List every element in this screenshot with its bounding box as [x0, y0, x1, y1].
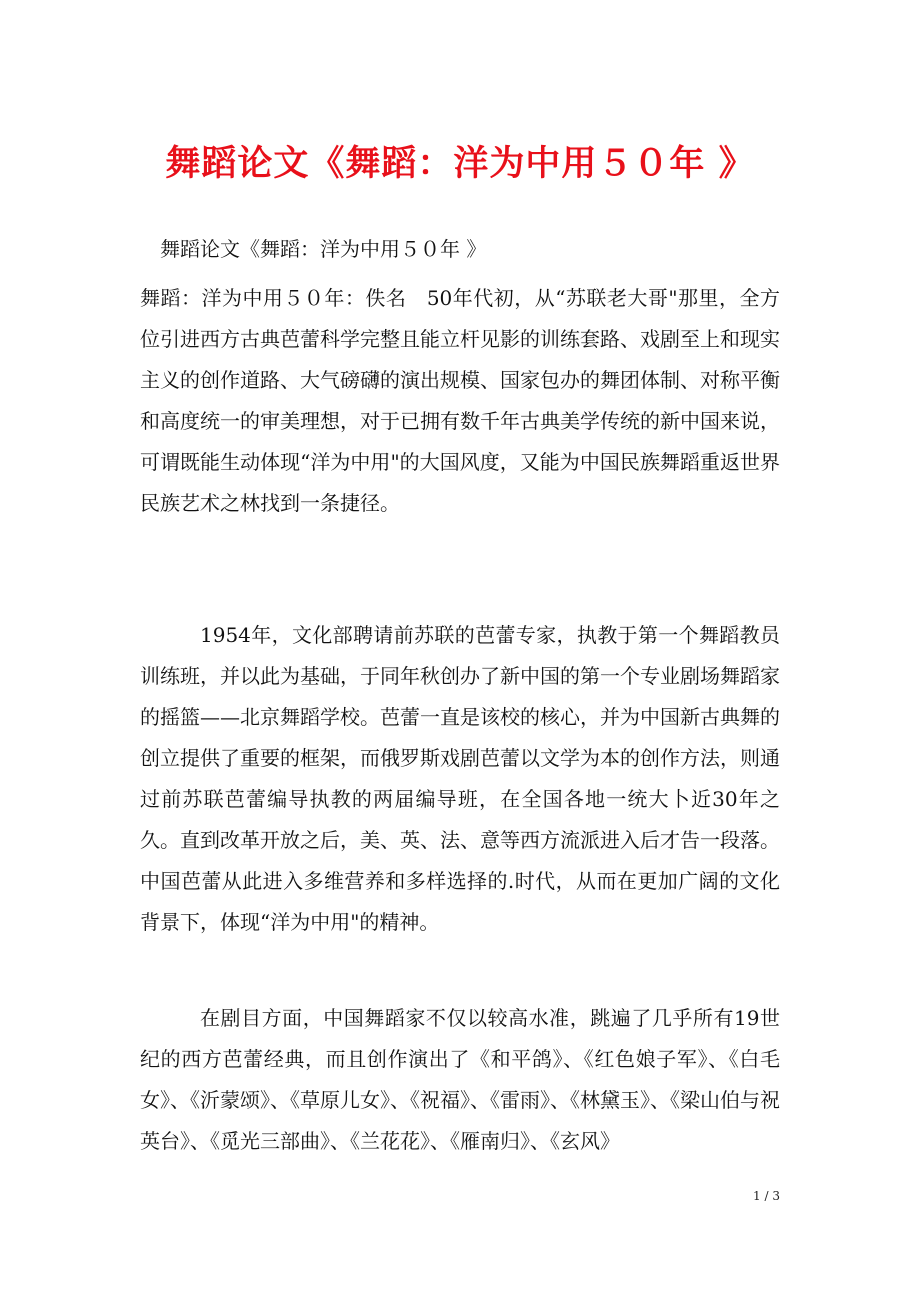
paragraph-3: 在剧目方面，中国舞蹈家不仅以较高水准，跳遍了几乎所有19世纪的西方芭蕾经典，而且创作演出了《和平鸽》、《红色娘子军》、《白毛女》、《沂蒙颂》、《草原儿女》、《祝福》、《雷雨》、《林黛玉》、《梁山伯与祝英台》、《觅光三部曲》、《兰花花》、《雁南归》、《玄风》 — [140, 1006, 780, 1153]
document-subtitle: 舞蹈论文《舞蹈：洋为中用５０年 》 — [160, 237, 487, 261]
paragraph-2: 1954年，文化部聘请前苏联的芭蕾专家，执教于第一个舞蹈教员训练班，并以此为基础，于同年秋创办了新中国的第一个专业剧场舞蹈家的摇篮——北京舞蹈学校。芭蕾一直是该校的核心，并为中国新古典舞的创立提供了重要的框架，而俄罗斯戏剧芭蕾以文学为本的创作方法，则通过前苏联芭蕾编导执教的两届编导班，在全国各地一统大卜近30年之久。直到改革开放之后，美、英、法、意等西方流派进入后才告一段落。中国芭蕾从此进入多维营养和多样选择的.时代，从而在更加广阔的文化背景下，体现“洋为中用"的精神。 — [140, 623, 780, 934]
document-title: 舞蹈论文《舞蹈：洋为中用５０年 》 — [165, 143, 755, 184]
paragraph-1: 舞蹈：洋为中用５０年：佚名 50年代初，从“苏联老大哥"那里，全方位引进西方古典芭蕾科学完整且能立杆见影的训练套路、戏剧至上和现实主义的创作道路、大气磅礴的演出规模、国家包办的舞团体制、对称平衡和高度统一的审美理想，对于已拥有数千年古典美学传统的新中国来说，可谓既能生动体现“洋为中用"的大国风度，又能为中国民族舞蹈重返世界民族艺术之林找到一条捷径。 — [140, 286, 780, 515]
page-number: 1 / 3 — [753, 1189, 780, 1203]
